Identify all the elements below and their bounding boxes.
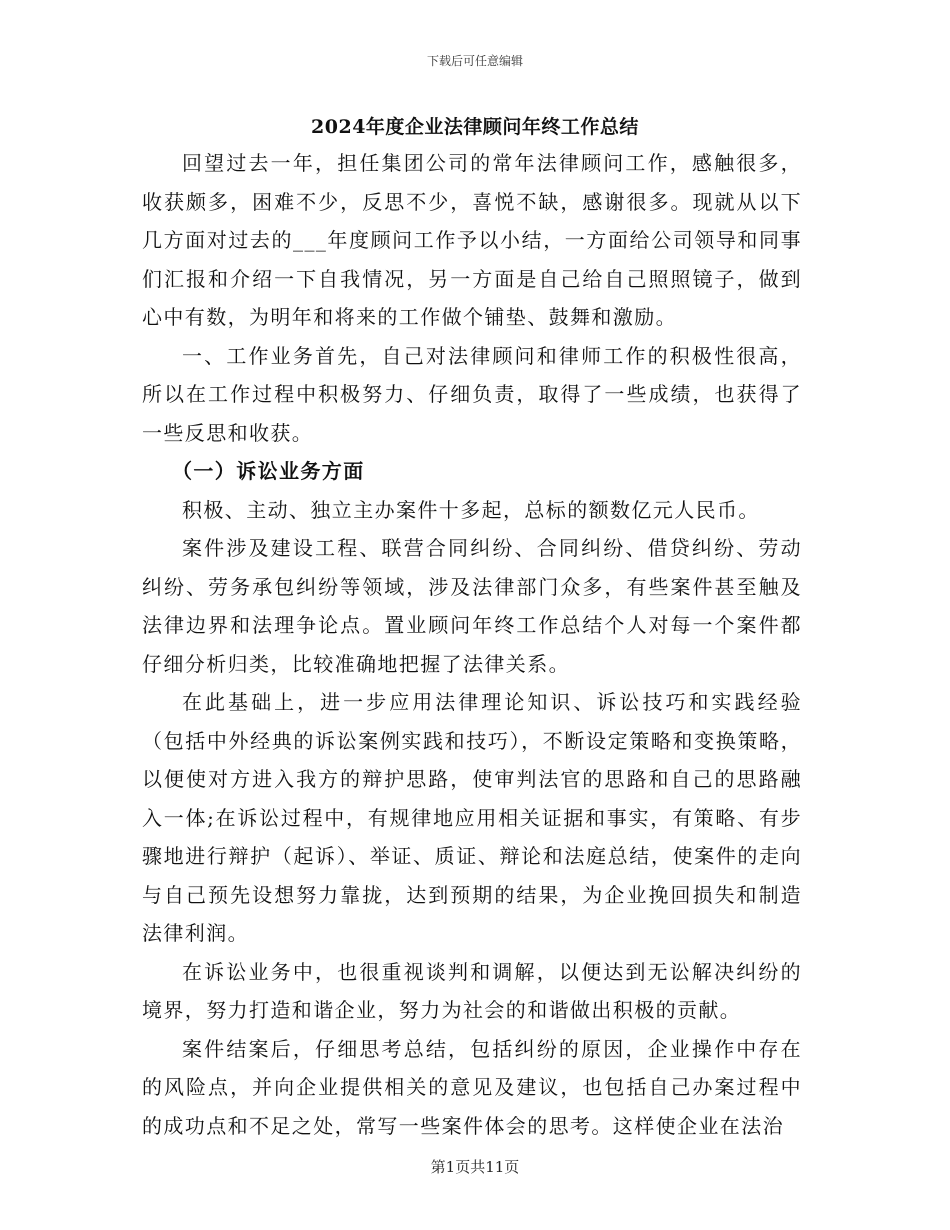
- section-one-paragraph: 一、工作业务首先，自己对法律顾问和律师工作的积极性很高，所以在工作过程中积极努力、仔细负责，取得了一些成绩，也获得了一些反思和收获。: [142, 343, 802, 445]
- page-header-note: 下载后可任意编辑: [426, 54, 523, 68]
- body-paragraph: 积极、主动、独立主办案件十多起，总标的额数亿元人民币。: [182, 497, 760, 522]
- body-paragraph: 在此基础上，进一步应用法律理论知识、诉讼技巧和实践经验（包括中外经典的诉讼案例实践和技巧），不断设定策略和变换策略，以便使对方进入我方的辩护思路，使审判法官的思路和自己的思路融入一体;在诉讼过程中，有规律地应用相关证据和事实，有策略、有步骤地进行辩护（起诉）、举证、质证、辩论和法庭总结，使案件的走向与自己预先设想努力靠拢，达到预期的结果，为企业挽回损失和制造法律利润。: [142, 690, 802, 945]
- body-paragraph: 在诉讼业务中，也很重视谈判和调解，以便达到无讼解决纠纷的境界，努力打造和谐企业，努力为社会的和谐做出积极的贡献。: [142, 959, 802, 1022]
- document-body: [142, 144, 802, 1145]
- body-paragraph: 案件涉及建设工程、联营合同纠纷、合同纠纷、借贷纠纷、劳动纠纷、劳务承包纠纷等领域，涉及法律部门众多，有些案件甚至触及法律边界和法理争论点。置业顾问年终工作总结个人对每一个案件都仔细分析归类，比较准确地把握了法律关系。: [142, 536, 802, 676]
- body-paragraph: 案件结案后，仔细思考总结，包括纠纷的原因，企业操作中存在的风险点，并向企业提供相关的意见及建议，也包括自己办案过程中的成功点和不足之处，常写一些案件体会的思考。这样使企业在法治: [142, 1036, 802, 1138]
- page-number: 第1页共11页: [430, 1158, 520, 1176]
- subsection-heading-litigation: （一）诉讼业务方面: [172, 459, 365, 483]
- intro-paragraph: 回望过去一年，担任集团公司的常年法律顾问工作，感触很多，收获颇多，困难不少，反思不少，喜悦不缺，感谢很多。现就从以下几方面对过去的___年度顾问工作予以小结，一方面给公司领导和同事们汇报和介绍一下自我情况，另一方面是自己给自己照照镜子，做到心中有数，为明年和将来的工作做个铺垫、鼓舞和激励。: [142, 151, 802, 329]
- document-title: 2024年度企业法律顾问年终工作总结: [311, 116, 639, 138]
